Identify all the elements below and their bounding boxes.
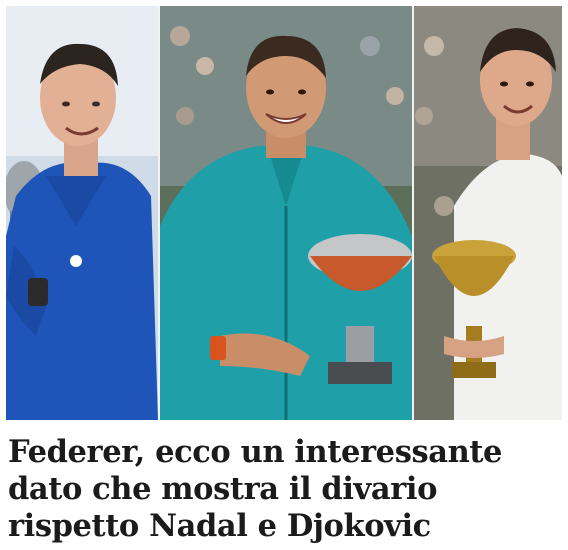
article-headline[interactable]: Federer, ecco un interessante dato che mostra il divario rispetto Nadal e Djokovic	[8, 434, 503, 544]
federer-photo	[414, 6, 562, 420]
nadal-photo	[160, 6, 412, 420]
djokovic-photo	[6, 6, 158, 420]
hero-image[interactable]	[6, 6, 562, 420]
